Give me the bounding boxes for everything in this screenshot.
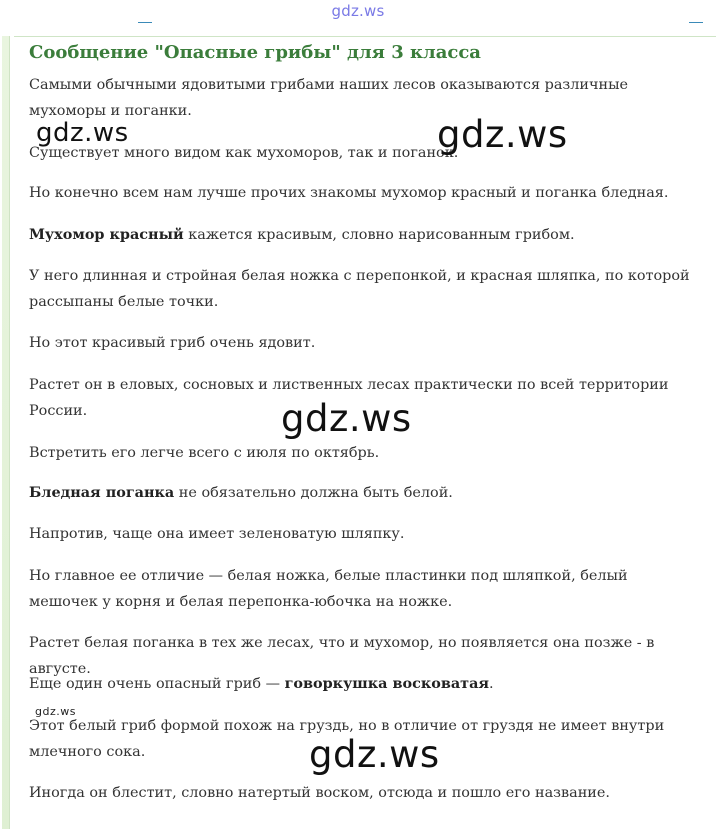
left-border <box>2 36 10 829</box>
paragraph-15: Иногда он блестит, словно натертый воском, отсюда и пошло его название. <box>29 785 610 801</box>
watermark: gdz.ws <box>309 733 440 776</box>
paragraph-8: Встретить его легче всего с июля по октябрь. <box>29 445 380 461</box>
watermark: gdz.ws <box>35 705 76 718</box>
paragraph-13: Еще один очень опасный гриб — говоркушка восковатая. <box>29 675 494 692</box>
watermark-top: gdz.ws <box>331 2 385 20</box>
paragraph-9: Бледная поганка не обязательно должна быть белой. <box>29 484 453 501</box>
paragraph-5: У него длинная и стройная белая ножка с перепонкой, и красная шляпка, по которой рассыпаны белые точки. <box>29 268 690 310</box>
top-dash-left <box>138 22 152 23</box>
paragraph-6: Но этот красивый гриб очень ядовит. <box>29 335 316 351</box>
paragraph-4: Мухомор красный кажется красивым, словно нарисованным грибом. <box>29 226 575 243</box>
bold-term: говоркушка восковатая <box>284 675 490 692</box>
paragraph-14: Этот белый гриб формой похож на груздь, но в отличие от груздя не имеет внутри млечного сока. <box>29 718 665 760</box>
watermark: gdz.ws <box>36 118 129 148</box>
paragraph-2: Существует много видом как мухоморов, так и поганок. <box>29 145 459 161</box>
top-divider <box>14 36 716 37</box>
bold-term: Мухомор красный <box>29 226 184 243</box>
paragraph-1: Самыми обычными ядовитыми грибами наших лесов оказываются различные мухоморы и поганки. <box>29 77 629 119</box>
watermark: gdz.ws <box>281 397 412 440</box>
top-dash-right <box>689 22 703 23</box>
article-title: Сообщение "Опасные грибы" для 3 класса <box>29 42 481 63</box>
bold-term: Бледная поганка <box>29 484 175 501</box>
paragraph-11: Но главное ее отличие — белая ножка, белые пластинки под шляпкой, белый мешочек у корня и белая перепонка-юбочка на ножке. <box>29 568 628 610</box>
watermark: gdz.ws <box>437 113 568 156</box>
paragraph-12: Растет белая поганка в тех же лесах, что и мухомор, но появляется она позже - в августе. <box>29 635 655 677</box>
paragraph-3: Но конечно всем нам лучше прочих знакомы мухомор красный и поганка бледная. <box>29 185 669 201</box>
paragraph-7: Растет он в еловых, сосновых и лиственных лесах практически по всей территории России. <box>29 377 669 419</box>
paragraph-10: Напротив, чаще она имеет зеленоватую шляпку. <box>29 526 405 542</box>
